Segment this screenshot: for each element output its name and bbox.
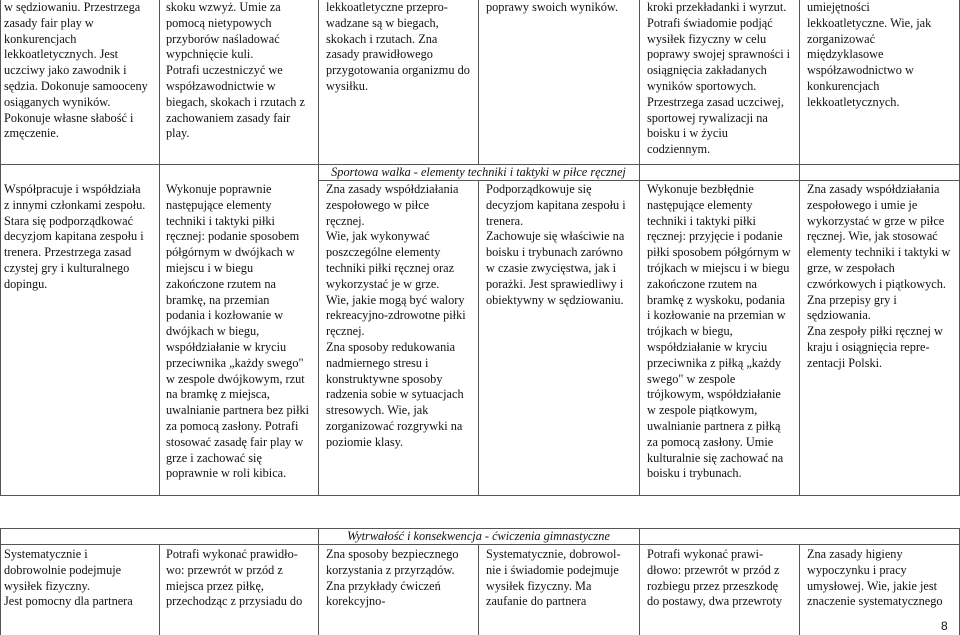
text-line: trójkach w biegu, [647,324,733,339]
text-line: zentacji Polski. [807,355,883,370]
text-line: Zachowuje się właściwie na [486,229,625,244]
text-line: skoku wzwyż. Umie za [166,0,281,14]
text-line: zespołowego w piłce [326,197,430,212]
text-line: Zna przepisy gry i [807,292,897,307]
requirement-cell [807,547,957,610]
requirement-cell [807,0,957,111]
text-line: dobrowolnie podejmuje [4,562,122,577]
text-line: kraju i osiągnięcia repre- [807,339,930,354]
text-line: konkurencjach [4,31,77,46]
text-line: boisku i trybunach. [647,466,742,481]
requirement-cell [166,0,316,142]
text-line: czystej gry i kulturalnego [4,260,130,275]
text-line: następujące elementy [647,197,753,212]
text-line: dwójkach w biegu, [166,324,260,339]
text-line: korzystania z przyrządów. [326,562,455,577]
text-line: osiąganych wyników. [4,94,111,109]
grid-line [799,0,800,495]
text-line: codziennym. [647,142,711,157]
text-line: czwórkowych i piątkowych. [807,276,946,291]
grid-line [318,0,319,495]
text-line: przechodząc z przysiadu do [166,594,303,609]
text-line: Potrafi wykonać prawidło- [166,547,298,561]
text-line: swego" w zespole [647,371,736,386]
requirement-cell [326,547,476,610]
text-line: elementy techniki i taktyki w [807,245,951,260]
text-line: Systematycznie, dobrowol- [486,547,621,561]
text-line: zaufanie do partnera [486,594,587,609]
text-line: biegach, skokach i rzutach z [166,94,305,109]
text-line: przeciwnika „każdy swego" [166,355,304,370]
text-line: dopingu. [4,276,48,291]
text-line: konkurencjach [807,78,880,93]
text-line: podania i kozłowanie w [166,308,284,323]
text-line: Wykonuje poprawnie [166,182,272,196]
text-line: zasady fair play w [4,15,94,30]
text-line: skokach i rzutach. Zna [326,31,438,46]
text-line: miejscu i w biegu [166,260,254,275]
grid-line [478,0,479,164]
text-line: boisku i w życiu [647,126,728,141]
grid-line [0,164,319,165]
requirement-cell [166,182,316,482]
requirement-cell [326,0,476,95]
text-line: uczciwy jako zawodnik i [4,63,127,78]
text-line: lekkoatletyczne przepro- [326,0,448,14]
text-line: obiektywny w sędziowaniu. [486,292,624,307]
text-line: Zna zasady współdziałania [807,182,940,196]
text-line: techniki piłki ręcznej oraz [326,260,455,275]
text-line: kulturalnie się zachować na [647,450,784,465]
text-line: porażki. Jest sprawiedliwy i [486,276,624,291]
page-number: 8 [941,619,948,633]
section-banner-handball: Sportowa walka - elementy techniki i taktyki w piłce ręcznej [331,165,626,179]
text-line: w czasie zwycięstwa, jak i [486,260,617,275]
grid-line [478,544,479,635]
text-line: wyników sportowych. [647,78,757,93]
text-line: stresowych. Wie, jak [326,403,429,418]
text-line: lekkoatletyczne. Wie, jak [807,15,932,30]
text-line: grze i zachować się [166,450,262,465]
text-line: w zespole dwójkowym, rzut [166,371,305,386]
text-line: wypoczynku i pracy [807,562,907,577]
text-line: piłki sposobem półgórnym w [647,245,791,260]
text-line: Systematycznie i [4,547,88,561]
requirement-cell [647,182,797,482]
text-line: Potrafi świadomie podjąć [647,15,773,30]
grid-line [159,0,160,495]
text-line: lekkoatletycznych. [807,94,900,109]
text-line: wykorzystać je w grze. [326,276,440,291]
grid-line [0,0,1,495]
text-line: międzyklasowe [807,47,884,62]
text-line: Stara się podporządkować [4,213,134,228]
text-line: stosować zasadę fair play w [166,434,304,449]
text-line: wo: przewrót w przód z [166,562,283,577]
text-line: radzenia sobie w sytuacjach [326,387,464,402]
text-line: poprawy swojej sprawności i [647,47,791,62]
grid-line [0,495,960,496]
text-line: techniki i taktyki piłki [647,213,756,228]
text-line: bramkę, na przemian [166,292,270,307]
requirement-cell [486,182,636,308]
text-line: Podporządkowuje się [486,182,592,196]
text-line: z innymi członkami zespołu. [4,197,146,212]
text-line: zasady prawidłowego [326,47,433,62]
text-line: ręcznej: przyjęcie i podanie [647,229,783,244]
text-line: za pomocą zasłony. Potrafi [166,418,299,433]
text-line: wysiłek fizyczny w celu [647,31,767,46]
requirement-cell [807,182,957,372]
text-line: Potrafi uczestniczyć we [166,63,283,78]
text-line: znaczenie systematycznego [807,594,943,609]
text-line: Zna sposoby bezpiecznego [326,547,459,561]
text-line: poziomie klasy. [326,434,404,449]
text-line: zorganizować rozgrywki na [326,418,463,433]
text-line: Wie, jakie mogą być walory [326,292,465,307]
text-line: boisku i trybunach zarówno [486,245,623,260]
text-line: Potrafi wykonać prawi- [647,547,764,561]
text-line: grze, w zespołach [807,260,895,275]
text-line: przeciwnika z piłką „każdy [647,355,782,370]
text-line: wysiłek fizyczny. Ma [486,578,592,593]
text-line: lekkoatletycznych. Jest [4,47,119,62]
text-line: dłowo: przewrót w przód z [647,562,780,577]
section-banner-gymnastics: Wytrwałość i konsekwencja - ćwiczenia gimnastyczne [347,529,610,543]
text-line: trójkowym, współdziałanie [647,387,781,402]
requirement-cell [4,547,156,610]
requirement-cell [486,0,636,16]
text-line: umiejętności [807,0,870,14]
text-line: uwalnianie partnera bez piłki [166,403,310,418]
requirement-cell [647,0,797,158]
requirement-cell [4,182,156,293]
grid-line [0,544,960,545]
text-line: Zna zasady współdziałania [326,182,459,196]
text-line: Współpracuje i współdziała [4,182,141,196]
text-line: Zna zasady higieny [807,547,903,561]
text-line: Pokonuje własne słabość i [4,110,134,125]
grid-line [159,544,160,635]
text-line: rozbiegu przez przeszkodę [647,578,779,593]
text-line: przygotowania organizmu do [326,63,470,78]
text-line: następujące elementy [166,197,272,212]
text-line: sportowej rywalizacji na [647,110,768,125]
text-line: rekreacyjno-zdrowotne piłki [326,308,466,323]
text-line: play. [166,126,190,141]
text-line: umysłowej. Wie, jakie jest [807,578,938,593]
text-line: konstruktywne sposoby [326,371,443,386]
text-line: ręcznej. Wie, jak stosować [807,229,938,244]
text-line: zakończone rzutem na [166,276,276,291]
text-line: w sędziowaniu. Przestrzega [4,0,141,14]
text-line: poszczególne elementy [326,245,441,260]
text-line: uwalnianie partnera z piłką [647,418,781,433]
text-line: Jest pomocny dla partnera [4,594,133,609]
text-line: trenera. Przestrzega zasad [4,245,132,260]
text-line: ręcznej: podanie sposobem [166,229,300,244]
text-line: Zna przykłady ćwiczeń [326,578,441,593]
text-line: bramkę z wyskoku, podania [647,292,785,307]
text-line: techniki i taktyki piłki [166,213,275,228]
text-line: wadzane są w biegach, [326,15,439,30]
grid-line [639,180,960,181]
text-line: współdziałanie w kryciu [647,339,768,354]
requirement-cell [166,547,316,610]
text-line: wykorzystać w grze w piłce [807,213,945,228]
text-line: trenera. [486,213,524,228]
text-line: korekcyjno- [326,594,386,609]
text-line: za pomocą zasłony. Umie [647,434,774,449]
requirement-cell [4,0,156,142]
text-line: współzawodnictwo w [807,63,914,78]
grid-line [478,180,479,495]
text-line: sędzia. Dokonuje samooceny [4,78,148,93]
text-line: trójkach w miejscu i w biegu [647,260,790,275]
text-line: zakończone rzutem na [647,276,757,291]
text-line: ręcznej. [326,213,365,228]
text-line: do postawy, dwa przewroty [647,594,783,609]
text-line: osiągnięcia zakładanych [647,63,767,78]
text-line: kroki przekładanki i wyrzut. [647,0,787,14]
text-line: i kozłowanie na przemian w [647,308,786,323]
text-line: poprawy swoich wyników. [486,0,619,14]
text-line: sędziowania. [807,308,871,323]
text-line: zorganizować [807,31,876,46]
text-line: nadmiernego stresu i [326,355,429,370]
text-line: Wykonuje bezbłędnie [647,182,754,196]
grid-line [799,544,800,635]
text-line: pomocą nietypowych [166,15,272,30]
text-line: Wie, jak wykonywać [326,229,430,244]
text-line: w zespole piątkowym, [647,403,758,418]
text-line: nie i świadomie podejmuje [486,562,619,577]
text-line: miejsca przez piłkę, [166,578,264,593]
grid-line [318,180,479,181]
text-line: Zna zespoły piłki ręcznej w [807,324,943,339]
text-line: wysiłek fizyczny. [4,578,90,593]
text-line: zespołowego i umie je [807,197,918,212]
text-line: ręcznej. [326,324,365,339]
grid-line [478,180,639,181]
text-line: Zna sposoby redukowania [326,339,456,354]
text-line: zachowaniem zasady fair [166,110,291,125]
grid-line [639,0,640,495]
text-line: zmęczenie. [4,126,59,141]
text-line: wysiłku. [326,78,369,93]
text-line: wypchnięcie kuli. [166,47,254,62]
text-line: współdziałanie w kryciu [166,339,287,354]
text-line: na bramkę z miejsca, [166,387,270,402]
text-line: Przestrzega zasad uczciwej, [647,94,784,109]
text-line: decyzjom kapitana zespołu i [4,229,144,244]
requirement-cell [647,547,797,610]
requirement-cell [326,182,476,451]
text-line: przyborów naśladować [166,31,280,46]
text-line: półgórnym w dwójkach w [166,245,295,260]
text-line: współzawodnictwie w [166,78,276,93]
text-line: decyzjom kapitana zespołu i [486,197,626,212]
requirement-cell [486,547,636,610]
text-line: poprawnie w roli kibica. [166,466,287,481]
